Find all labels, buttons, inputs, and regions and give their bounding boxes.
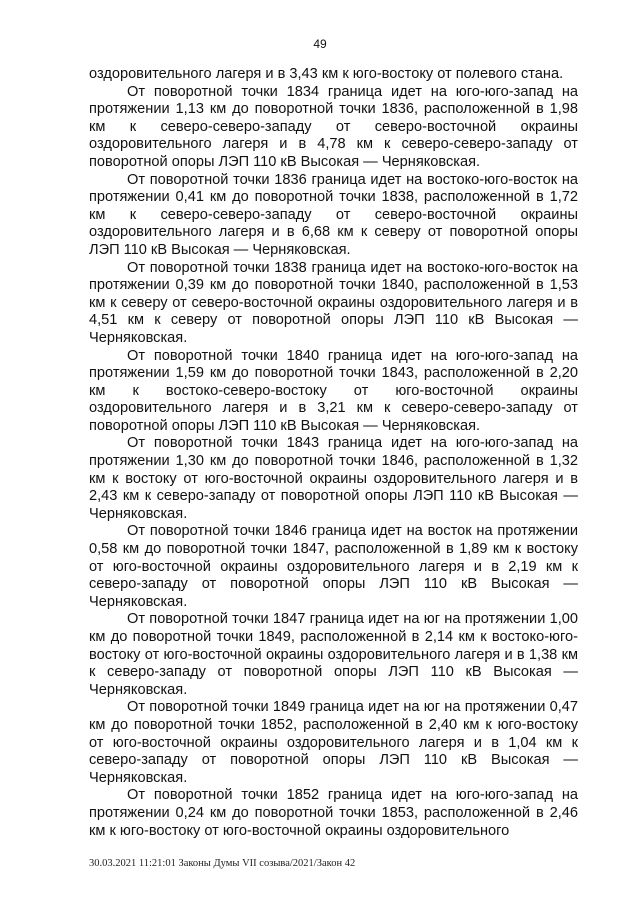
paragraph: От поворотной точки 1852 граница идет на юго-юго-запад на протяжении 0,24 км до поворотной точки 1853, расположенной в 2,46 км к юго-востоку от юго-восточной окраины оздоровительного <box>89 787 578 839</box>
paragraph: От поворотной точки 1840 граница идет на юго-юго-запад на протяжении 1,59 км до поворотной точки 1843, расположенной в 2,20 км к востоко-северо-востоку от юго-восточной окраины оздоровительного лагеря и в 3,21 км к северо-северо-западу от поворотной опоры ЛЭП 110 кВ Высокая — Черняковская. <box>89 347 578 434</box>
page-number: 49 <box>313 37 327 51</box>
paragraph: оздоровительного лагеря и в 3,43 км к юго-востоку от полевого стана. <box>89 66 564 82</box>
paragraph: От поворотной точки 1846 граница идет на восток на протяжении 0,58 км до поворотной точки 1847, расположенной в 1,89 км к востоку от юго-восточной окраины оздоровительного лагеря и в 2,19 км к северо-западу от поворотной опоры ЛЭП 110 кВ Высокая — Черняковская. <box>89 523 578 610</box>
paragraph: От поворотной точки 1847 граница идет на юг на протяжении 1,00 км до поворотной точки 1849, расположенной в 2,14 км к востоко-юго-востоку от юго-восточной окраины оздоровительного лагеря и в 1,38 км к северо-западу от поворотной опоры ЛЭП 110 кВ Высокая — Черняковская. <box>89 611 578 698</box>
paragraph: От поворотной точки 1836 граница идет на востоко-юго-восток на протяжении 0,41 км до поворотной точки 1838, расположенной в 1,72 км к северо-северо-западу от северо-восточной окраины оздоровительного лагеря и в 6,68 км к северу от поворотной опоры ЛЭП 110 кВ Высокая — Черняковская. <box>89 171 578 258</box>
document-footer: 30.03.2021 11:21:01 Законы Думы VII созыва/2021/Закон 42 <box>89 858 356 869</box>
paragraph: От поворотной точки 1843 граница идет на юго-юго-запад на протяжении 1,30 км до поворотной точки 1846, расположенной в 1,32 км к востоку от юго-восточной окраины оздоровительного лагеря и в 2,43 км к северо-западу от поворотной опоры ЛЭП 110 кВ Высокая — Черняковская. <box>89 435 578 522</box>
document-body <box>89 66 578 840</box>
paragraph: От поворотной точки 1834 граница идет на юго-юго-запад на протяжении 1,13 км до поворотной точки 1836, расположенной в 1,98 км к северо-северо-западу от северо-восточной окраины оздоровительного лагеря и в 4,78 км к северо-северо-западу от поворотной опоры ЛЭП 110 кВ Высокая — Черняковская. <box>89 83 578 170</box>
paragraph: От поворотной точки 1838 граница идет на востоко-юго-восток на протяжении 0,39 км до поворотной точки 1840, расположенной в 1,53 км к северу от северо-восточной окраины оздоровительного лагеря и в 4,51 км к северу от поворотной опоры ЛЭП 110 кВ Высокая — Черняковская. <box>89 259 578 346</box>
paragraph: От поворотной точки 1849 граница идет на юг на протяжении 0,47 км до поворотной точки 1852, расположенной в 2,40 км к юго-востоку от юго-восточной окраины оздоровительного лагеря и в 1,04 км к северо-западу от поворотной опоры ЛЭП 110 кВ Высокая — Черняковская. <box>89 699 578 786</box>
